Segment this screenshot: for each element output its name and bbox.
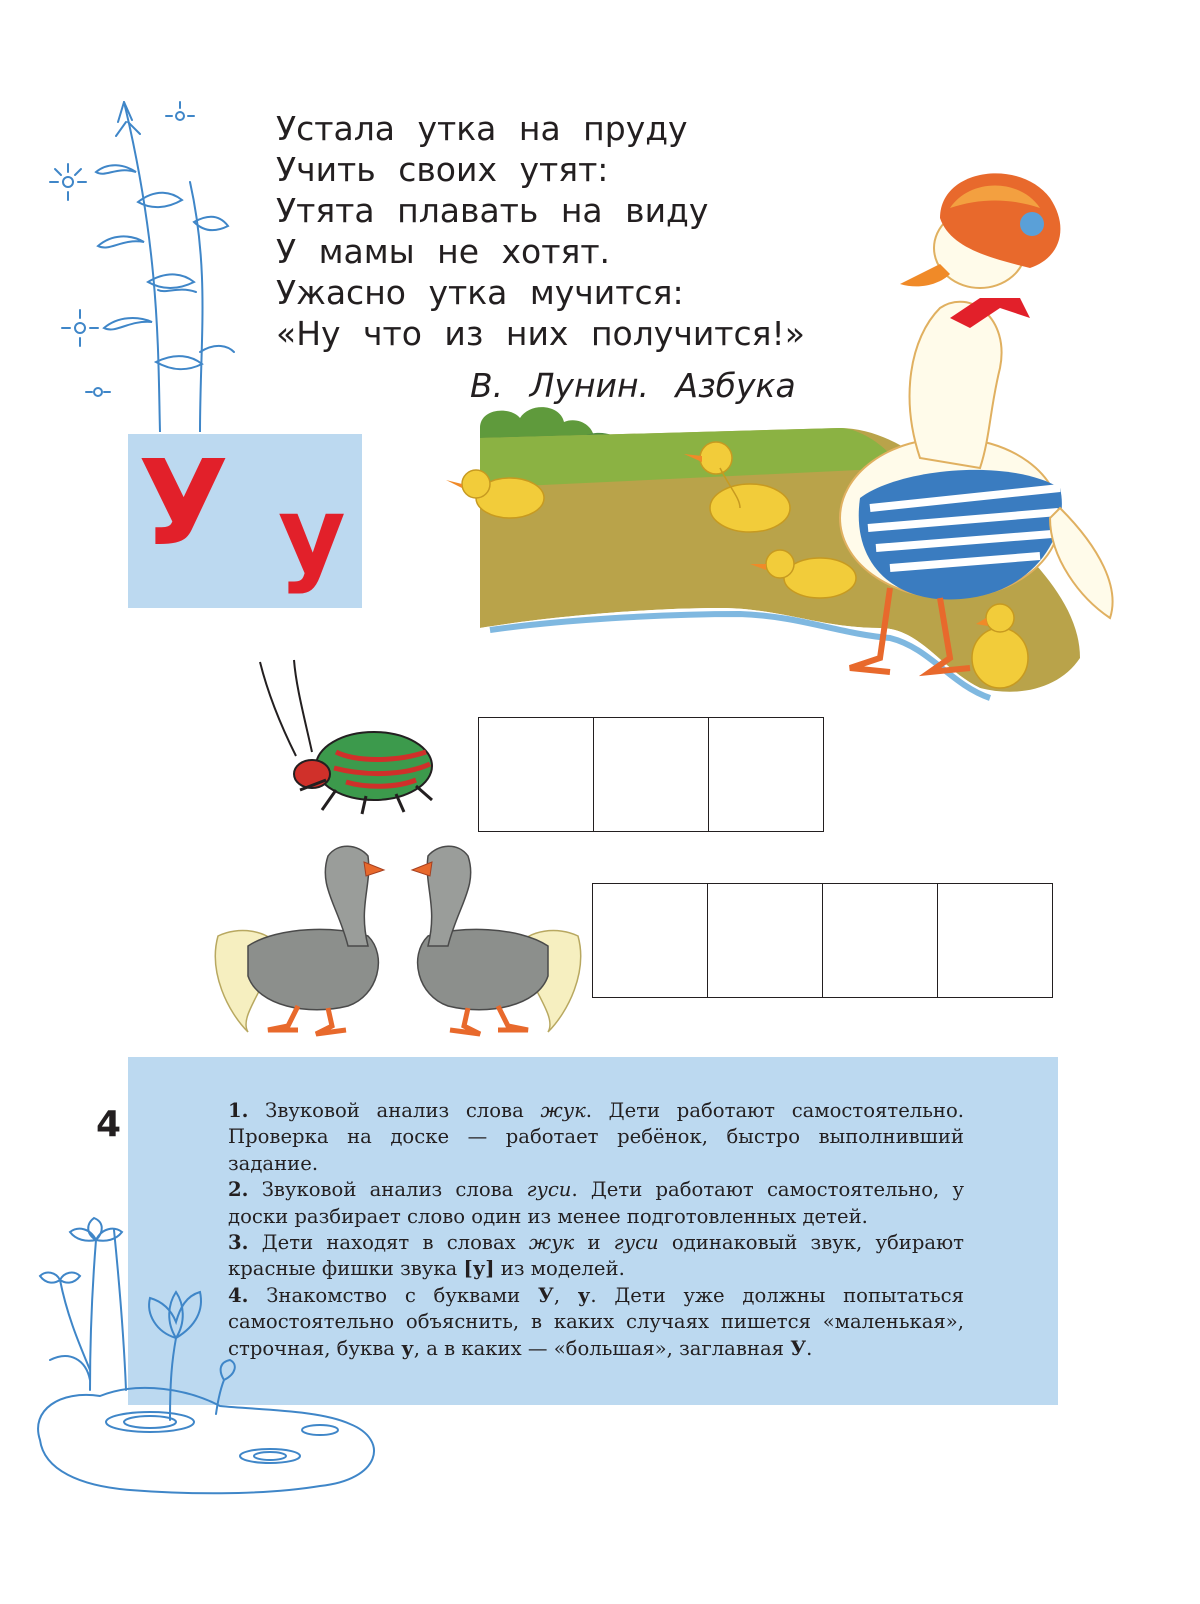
plant-decoration-icon <box>40 92 240 432</box>
sound-box[interactable] <box>593 717 709 832</box>
letter-uppercase: У <box>138 434 229 572</box>
page-number: 4 <box>96 1104 122 1145</box>
note-1: 1. Звуковой анализ слова жук. Дети работают самостоятельно. Проверка на доске — работает ребёнок, быстро выполнивший задание. <box>228 1099 964 1175</box>
geese-illustration <box>208 836 588 1042</box>
poem-attribution: В. Лунин. Азбука <box>470 366 796 405</box>
poem-line: Ужасно утка мучится: <box>276 273 684 312</box>
note-4: 4. Знакомство с буквами У, у. Дети уже должны попытаться самостоятельно объяснить, в каких случаях пишется «маленькая», строчная, буква у, а в каких — «большая», заглавная У. <box>228 1283 964 1360</box>
letter-lowercase: у <box>278 474 346 596</box>
poem-line: Учить своих утят: <box>276 150 609 189</box>
pond-decoration-icon <box>20 1210 400 1500</box>
sound-box[interactable] <box>592 883 708 998</box>
beetle-illustration <box>256 656 446 816</box>
sound-box[interactable] <box>478 717 594 832</box>
note-3: 3. Дети находят в словах жук и гуси одинаковый звук, убирают красные фишки звука [у] из моделей. <box>228 1231 964 1281</box>
sound-box[interactable] <box>707 883 823 998</box>
sound-boxes-zhuk <box>479 717 824 832</box>
sound-box[interactable] <box>937 883 1053 998</box>
poem-line: Утята плавать на виду <box>276 191 709 230</box>
sound-box[interactable] <box>708 717 824 832</box>
note-2: 2. Звуковой анализ слова гуси. Дети работают самостоятельно, у доски разбирает слово один из менее подготовленных детей. <box>228 1178 964 1228</box>
poem-line: Устала утка на пруду <box>276 109 688 148</box>
duck-family-illustration <box>420 128 1120 748</box>
letter-block <box>128 434 362 608</box>
poem-line: «Ну что из них получится!» <box>276 314 805 353</box>
sound-box[interactable] <box>822 883 938 998</box>
sound-boxes-gusi <box>593 883 1053 998</box>
poem-line: У мамы не хотят. <box>276 232 611 271</box>
